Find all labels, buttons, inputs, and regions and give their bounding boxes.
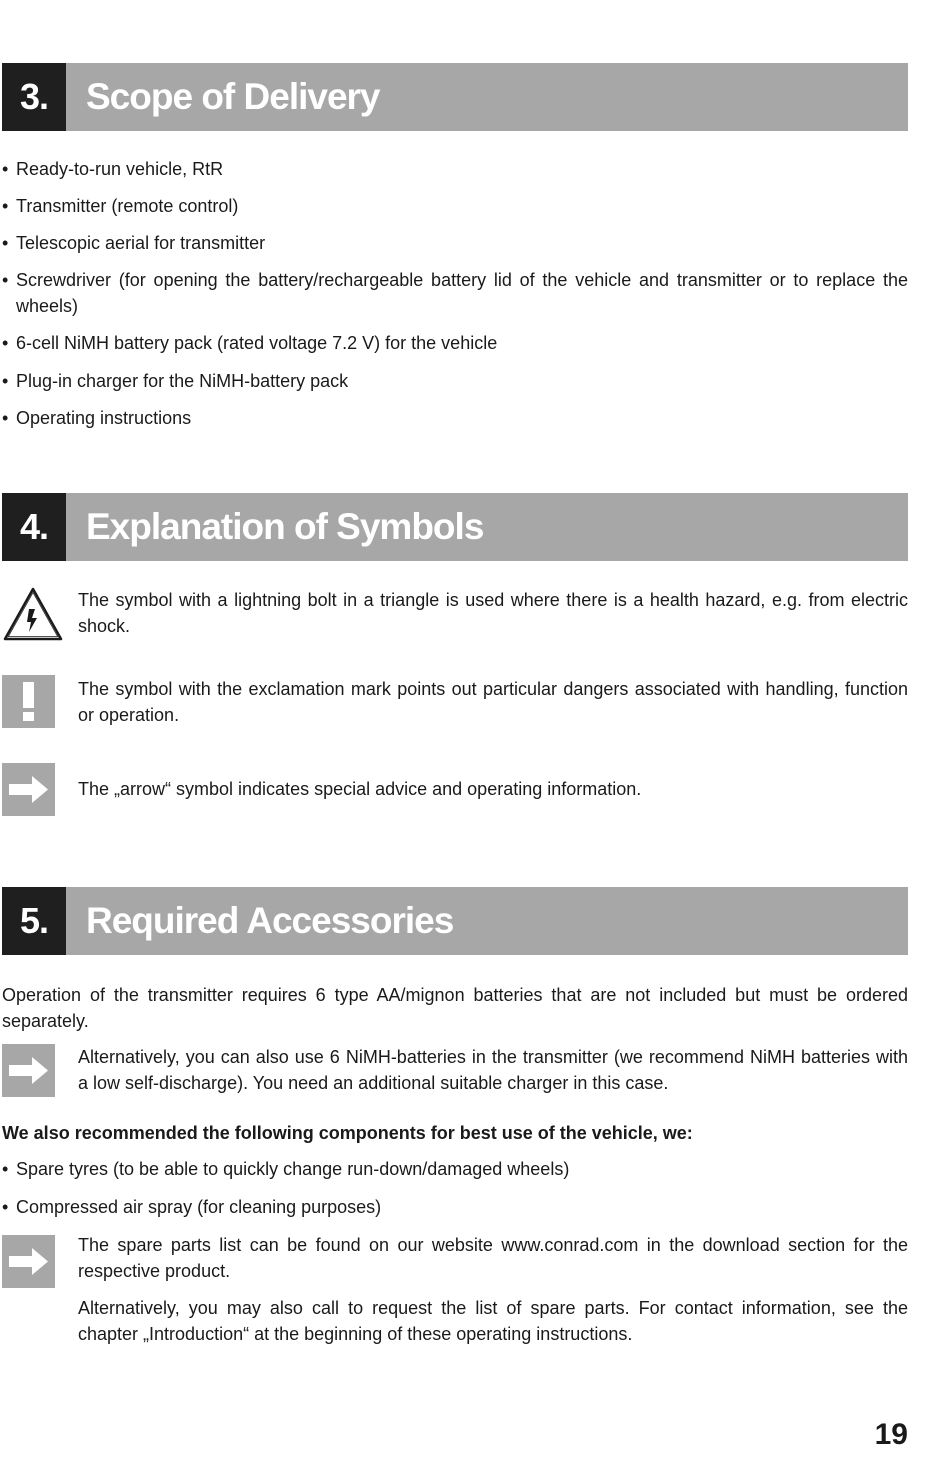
exclamation-description: The symbol with the exclamation mark points out particular dangers associated with handling, function or operation. xyxy=(78,679,908,725)
section-number: 3. xyxy=(2,63,66,131)
list-item: • Ready-to-run vehicle, RtR xyxy=(2,159,224,179)
list-item: • 6-cell NiMH battery pack (rated voltage 7.2 V) for the vehicle xyxy=(2,333,498,353)
list-item: • Plug-in charger for the NiMH-battery pack xyxy=(2,371,349,391)
contact-note: Alternatively, you may also call to request the list of spare parts. For contact information, see the chapter „Introduction“ at the beginning of these operating instructions. xyxy=(78,1298,908,1344)
section-number: 4. xyxy=(2,493,66,561)
arrow-right-icon xyxy=(2,1044,55,1097)
list-item: • Screwdriver (for opening the battery/rechargeable battery lid of the vehicle and transmitter or to replace the wheels) xyxy=(2,270,908,316)
section-title: Scope of Delivery xyxy=(66,63,908,131)
arrow-right-icon xyxy=(2,763,55,816)
arrow-right-icon xyxy=(2,1235,55,1288)
section-number: 5. xyxy=(2,887,66,955)
nimh-note: Alternatively, you can also use 6 NiMH-batteries in the transmitter (we recommend NiMH batteries with a low self-discharge). You need an additional suitable charger in this case. xyxy=(78,1047,908,1093)
section-5-header xyxy=(2,887,908,955)
lightning-warning-icon xyxy=(2,585,64,643)
list-item: • Compressed air spray (for cleaning purposes) xyxy=(2,1197,382,1217)
list-item: • Operating instructions xyxy=(2,408,192,428)
section-4-header xyxy=(2,493,908,561)
section-title: Required Accessories xyxy=(66,887,908,955)
accessories-intro: Operation of the transmitter requires 6 type AA/mignon batteries that are not included but must be ordered separately. xyxy=(2,985,908,1031)
recommend-heading: We also recommended the following components for best use of the vehicle, we: xyxy=(2,1123,693,1143)
list-item: • Spare tyres (to be able to quickly change run-down/damaged wheels) xyxy=(2,1159,570,1179)
arrow-description: The „arrow“ symbol indicates special advice and operating information. xyxy=(78,779,642,799)
section-title: Explanation of Symbols xyxy=(66,493,908,561)
lightning-description: The symbol with a lightning bolt in a triangle is used where there is a health hazard, e.g. from electric shock. xyxy=(78,590,908,636)
page-number: 19 xyxy=(874,1418,908,1451)
spare-parts-note: The spare parts list can be found on our website www.conrad.com in the download section for the respective product. xyxy=(78,1235,908,1281)
exclamation-icon xyxy=(2,675,55,728)
list-item: • Transmitter (remote control) xyxy=(2,196,239,216)
section-3-header xyxy=(2,63,908,131)
list-item: • Telescopic aerial for transmitter xyxy=(2,233,266,253)
